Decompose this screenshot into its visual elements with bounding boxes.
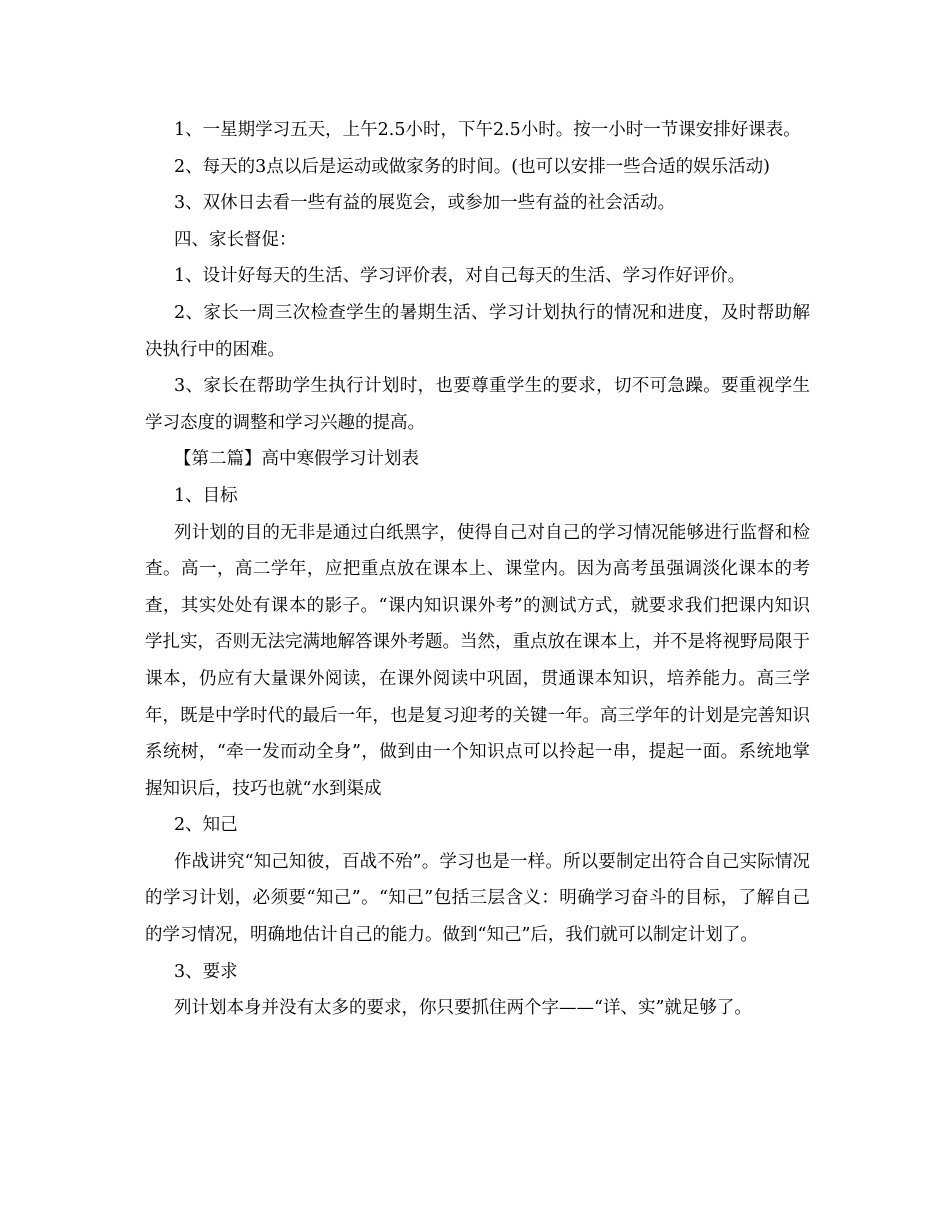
paragraph-study-days: 1、一星期学习五天，上午2.5小时，下午2.5小时。按一小时一节课安排好课表。 (174, 120, 801, 140)
paragraph-goal-body: 列计划的目的无非是通过白纸黑字，使得自己对自己的学习情况能够进行监督和检查。高一，高二学年，应把重点放在课本上、课堂内。因为高考虽强调淡化课本的考查，其实处处有课本的影子。“课内知识课外考”的测试方式，就要求我们把课内知识学扎实，否则无法完满地解答课外考题。当然，重点放在课本上，并不是将视野局限于课本，仍应有大量课外阅读，在课外阅读中巩固，贯通课本知识，培养能力。高三学年，既是中学时代的最后一年，也是复习迎考的关键一年。高三学年的计划是完善知识系统树，“牵一发而动全身”，做到由一个知识点可以拎起一串，提起一面。系统地掌握知识后，技巧也就“水到渠成 (145, 522, 810, 799)
document-page (145, 112, 810, 1027)
paragraph-know-yourself-body: 作战讲究“知己知彼，百战不殆”。学习也是一样。所以要制定出符合自己实际情况的学习计划，必须要“知己”。“知己”包括三层含义：明确学习奋斗的目标，了解自己的学习情况，明确地估计自己的能力。做到“知己”后，我们就可以制定计划了。 (145, 851, 810, 946)
heading-requirements: 3、要求 (174, 961, 238, 982)
paragraph-evaluation-form: 1、设计好每天的生活、学习评价表，对自己每天的生活、学习作好评价。 (174, 266, 746, 287)
paragraph-exercise-time: 2、每天的3点以后是运动或做家务的时间。(也可以安排一些合适的娱乐活动) (174, 156, 770, 177)
heading-goal: 1、目标 (174, 485, 238, 506)
paragraph-requirements-body: 列计划本身并没有太多的要求，你只要抓住两个字——“详、实”就足够了。 (174, 998, 752, 1019)
section-title-second-article: 【第二篇】高中寒假学习计划表 (174, 449, 419, 470)
heading-know-yourself: 2、知己 (174, 815, 238, 836)
paragraph-parent-check: 2、家长一周三次检查学生的暑期生活、学习计划执行的情况和进度，及时帮助解决执行中的困难。 (145, 302, 810, 360)
paragraph-weekend-activities: 3、双休日去看一些有益的展览会，或参加一些有益的社会活动。 (174, 193, 676, 214)
paragraph-parent-respect: 3、家长在帮助学生执行计划时，也要尊重学生的要求，切不可急躁。要重视学生学习态度的调整和学习兴趣的提高。 (145, 376, 810, 433)
heading-parent-supervision: 四、家长督促： (174, 229, 297, 250)
